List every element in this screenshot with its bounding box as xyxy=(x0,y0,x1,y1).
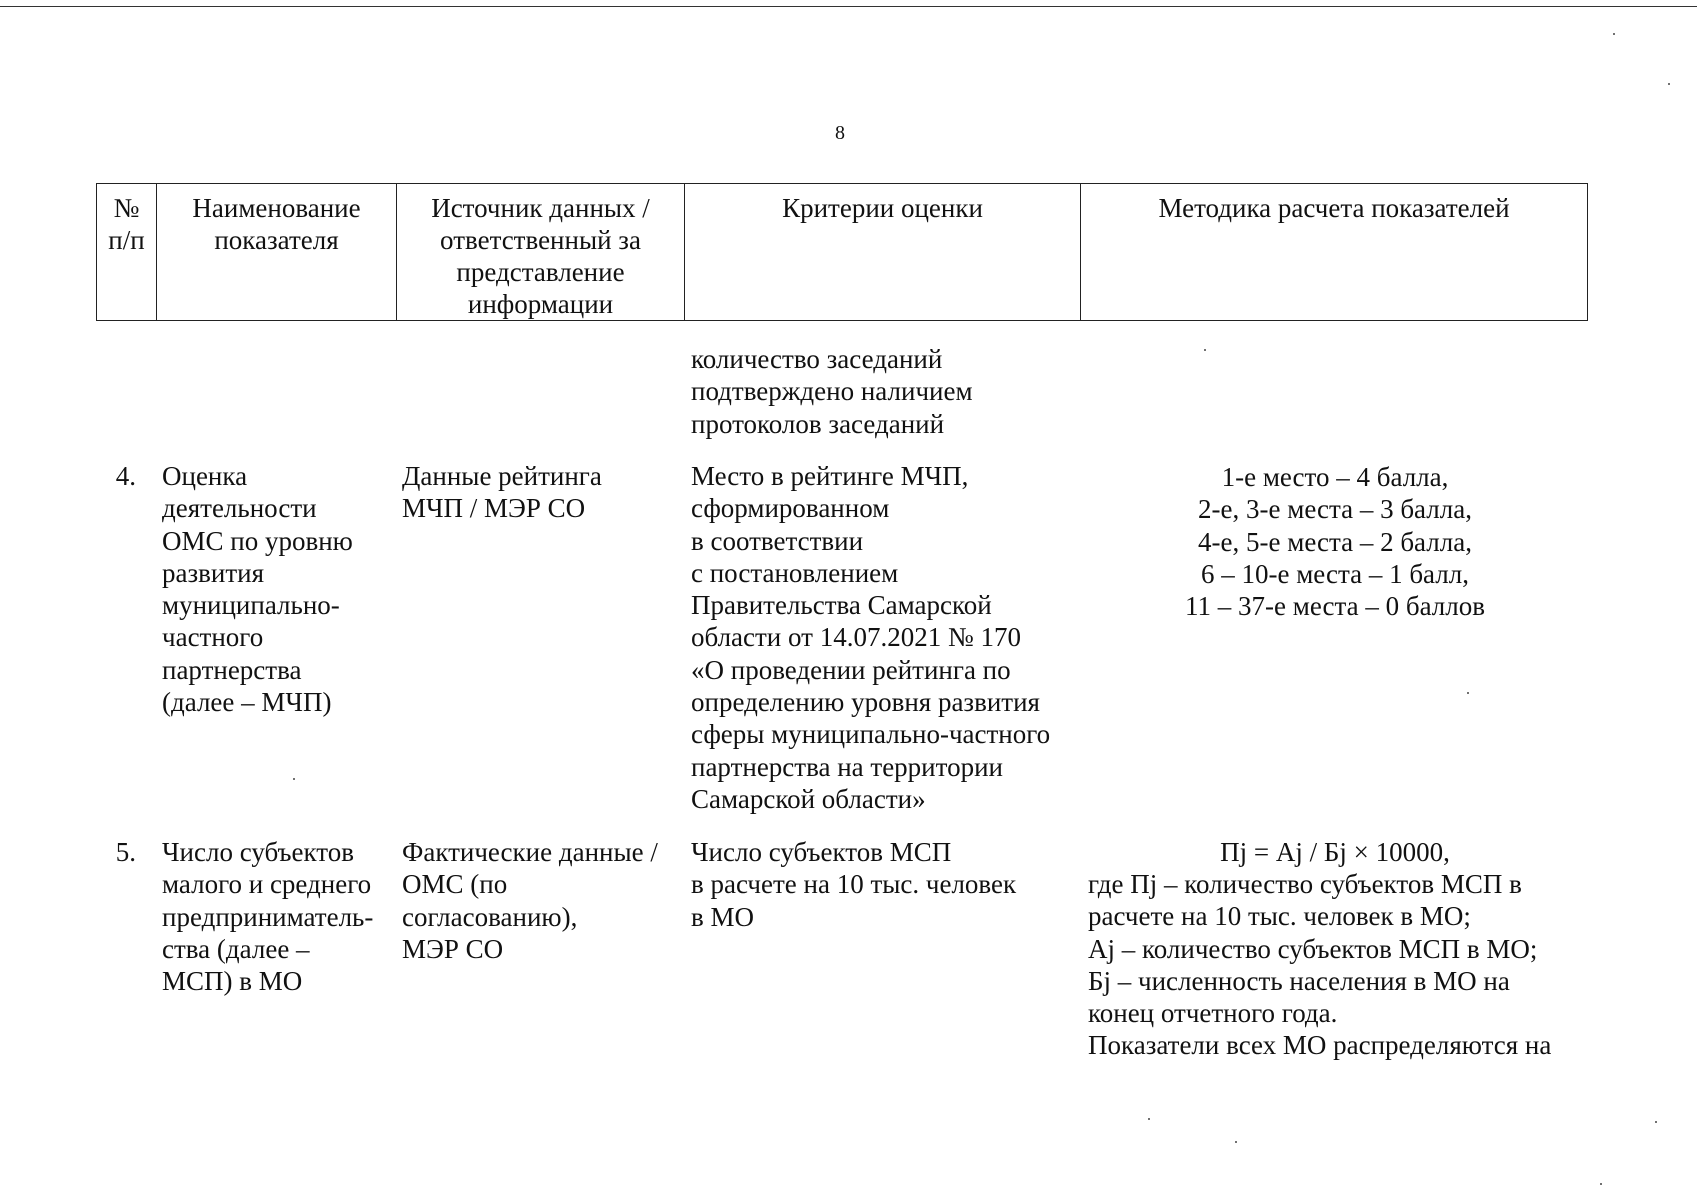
row-number: 4. xyxy=(115,461,136,491)
indicator-name: Оценка деятельности ОМС по уровню развития муниципально- частного партнерства (далее – МЧП) xyxy=(162,461,353,718)
scan-speck xyxy=(1467,692,1469,694)
scan-speck xyxy=(1613,33,1615,35)
header-row xyxy=(97,184,1588,321)
data-source: Данные рейтинга МЧП / МЭР СО xyxy=(402,461,602,524)
continuation-criteria-text: количество заседаний подтверждено наличием протоколов заседаний xyxy=(691,344,973,439)
scan-speck xyxy=(1204,349,1206,351)
scan-speck xyxy=(293,778,295,780)
criteria-text: Число субъектов МСП в расчете на 10 тыс. человек в МО xyxy=(691,837,1017,932)
scan-speck xyxy=(1600,1183,1602,1185)
header-criteria: Критерии оценки xyxy=(685,184,1081,321)
method-scoring: 1-е место – 4 балла, 2-е, 3-е места – 3 балла, 4-е, 5-е места – 2 балла, 6 – 10-е места – 1 балл, 11 – 37-е места – 0 баллов xyxy=(1185,462,1485,622)
method-formula: Пj = Аj / Бj × 10000, xyxy=(1220,837,1450,867)
row-number: 5. xyxy=(115,837,136,867)
criteria-text: Место в рейтинге МЧП, сформированном в соответствии с постановлением Правительства Самарской области от 14.07.2021 № 170 «О проведении рейтинга по определению уровня развития сферы муниципально-частного партнерства на территории Самарской области» xyxy=(691,461,1051,814)
page-number: 8 xyxy=(835,122,845,144)
table-header xyxy=(96,183,1588,321)
data-source: Фактические данные / ОМС (по согласованию), МЭР СО xyxy=(402,837,658,964)
header-data-source: Источник данных / ответственный за представление информации xyxy=(397,184,685,321)
top-border-line xyxy=(0,6,1697,7)
scan-speck xyxy=(1655,1121,1657,1123)
header-number: № п/п xyxy=(97,184,157,321)
scan-speck xyxy=(1148,1118,1150,1120)
method-description: где Пj – количество субъектов МСП в расчете на 10 тыс. человек в МО; Аj – количество субъектов МСП в МО; Бj – численность населения в МО на конец отчетного года. Показатели всех МО распределяются на xyxy=(1088,869,1552,1061)
scan-speck xyxy=(1235,1141,1237,1143)
header-method: Методика расчета показателей xyxy=(1081,184,1588,321)
header-indicator-name: Наименование показателя xyxy=(157,184,397,321)
scan-speck xyxy=(1668,83,1670,85)
indicator-name: Число субъектов малого и среднего предприниматель- ства (далее – МСП) в МО xyxy=(162,837,374,997)
